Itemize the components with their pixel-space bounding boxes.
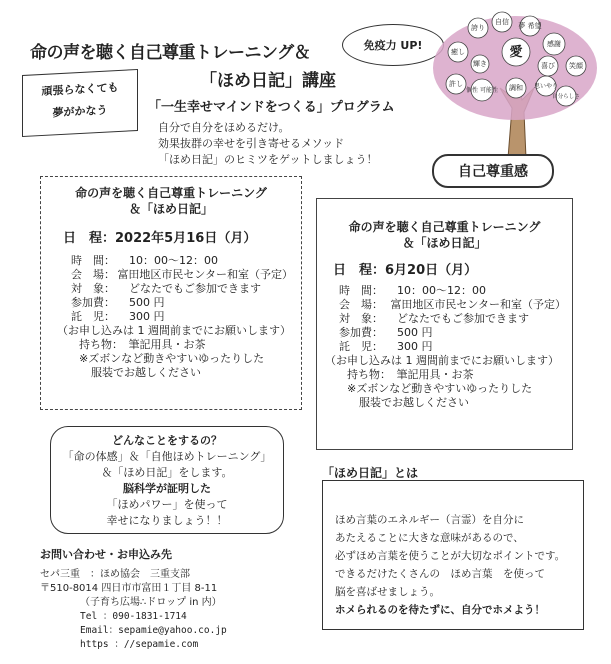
contact-section <box>40 548 227 652</box>
what-line: 脳科学が証明した <box>123 482 211 495</box>
about-line: ホメられるのを待たずに、自分でホメよう！ <box>335 604 545 616</box>
what-question: どんなことをするの？ <box>112 434 222 447</box>
side-scroll-banner <box>22 69 138 137</box>
row-key: 対 象： <box>71 282 115 295</box>
row-key: 託 児： <box>339 340 383 353</box>
tree-word: 許し <box>449 80 463 88</box>
row-value: 富田地区市民センター和室（予定） <box>390 298 566 311</box>
tree-word: 個性 可能性 <box>466 87 498 94</box>
contact-address2: （子育ち広場∴ドロップ in 内） <box>80 597 222 608</box>
row-key: 託 児： <box>71 310 115 323</box>
session1-box <box>40 176 302 410</box>
session1-row <box>71 268 293 282</box>
tree-word: 自信 <box>495 18 509 26</box>
session1-note: （お申し込みは 1 週間前までにお願いします） <box>57 324 291 337</box>
tree-illustration <box>430 8 600 158</box>
session1-title1: 命の声を聴く自己尊重トレーニング <box>75 186 267 200</box>
what-line: 「ほめパワー」を使って <box>106 498 228 511</box>
desc-line: 自分で自分をほめるだけ。 <box>158 121 290 134</box>
desc-line: 効果抜群の幸せを引き寄せるメソッド <box>158 137 345 150</box>
contact-title: お問い合わせ・お申込み先 <box>40 548 172 561</box>
session1-row <box>71 310 293 324</box>
about-title: 「ほめ日記」とは <box>322 466 419 480</box>
what-we-do-box <box>50 426 284 534</box>
side-line1: 頑張らなくても <box>41 80 119 99</box>
contact-address: 〒510-8014 四日市市富田１丁目 8-11 <box>40 583 218 594</box>
session2-note: ※ズボンなど動きやすいゆったりした <box>347 382 533 395</box>
row-value: 300 円 <box>397 340 433 353</box>
tree-word: 笑顔 <box>569 62 583 70</box>
session2-row <box>339 326 566 340</box>
session1-note: 服装でお越しください <box>91 366 201 379</box>
session1-title2: ＆「ほめ日記」 <box>128 202 213 216</box>
about-line: ほめ言葉のエネルギー（言霊）を自分に <box>335 514 524 526</box>
intro-description <box>158 120 378 168</box>
row-value: 富田地区市民センター和室（予定） <box>117 268 293 281</box>
page-title-line2: 「ほめ日記」講座 <box>200 71 336 91</box>
contact-org: セパ三重 ：ほめ協会 三重支部 <box>40 569 190 580</box>
row-key: 対 象： <box>339 312 383 325</box>
session2-note: 服装でお越しください <box>359 396 469 409</box>
row-key: 参加費： <box>339 326 383 339</box>
self-esteem-label: 自己尊重感 <box>432 154 554 188</box>
what-line: ＆「ほめ日記」をします。 <box>101 466 233 479</box>
row-key: 会 場： <box>339 298 383 311</box>
contact-email-link[interactable]: Email：sepamie@yahoo.co.jp <box>80 625 227 636</box>
session1-note: 持ち物： 筆記用具・お茶 <box>79 338 206 351</box>
tree-word: 誇り <box>471 24 485 32</box>
tree-word: 自分らしさ <box>552 94 580 100</box>
row-value: 300 円 <box>129 310 165 323</box>
session2-row <box>339 340 566 354</box>
about-line: できるだけたくさんの ほめ言葉 を使って <box>335 568 545 580</box>
about-line: 必ずほめ言葉を使うことが大切なポイントです。 <box>335 550 566 562</box>
session2-title1: 命の声を聴く自己尊重トレーニング <box>348 220 541 234</box>
immunity-bubble <box>342 24 444 66</box>
desc-line: 「ほめ日記」のヒミツをゲットしましょう！ <box>158 153 378 166</box>
session2-note: 持ち物： 筆記用具・お茶 <box>347 368 474 381</box>
row-key: 会 場： <box>71 268 115 281</box>
tree-word: 輝き <box>473 60 487 68</box>
row-value: 500 円 <box>397 326 433 339</box>
session1-row <box>71 296 293 310</box>
row-value: どなたでもご参加できます <box>129 282 261 295</box>
session2-date: 日 程：6月20日（月） <box>333 263 478 278</box>
row-key: 参加費： <box>71 296 115 309</box>
session2-note: （お申し込みは 1 週間前までにお願いします） <box>325 354 559 367</box>
row-value: どなたでもご参加できます <box>397 312 529 325</box>
session2-row <box>339 312 566 326</box>
side-line2: 夢がかなう <box>52 103 108 120</box>
tree-word: 喜び <box>541 62 555 70</box>
session1-row <box>71 254 293 268</box>
session2-row <box>339 298 566 312</box>
about-scroll <box>322 480 584 630</box>
session2-box <box>316 198 573 450</box>
session1-note: ※ズボンなど動きやすいゆったりした <box>79 352 265 365</box>
tree-word: 感謝 <box>547 40 561 48</box>
session1-date: 日 程：2022年5月16日（月） <box>63 231 257 246</box>
contact-tel[interactable]: Tel ：090-1831-1714 <box>80 611 187 622</box>
row-value: 10：00～12：00 <box>129 254 218 267</box>
row-value: 10：00～12：00 <box>397 284 486 297</box>
page-title-line1: 命の声を聴く自己尊重トレーニング＆ <box>30 43 311 63</box>
tree-word: 調和 <box>509 84 523 92</box>
tree-word: 癒し <box>451 48 465 56</box>
what-line: 幸せになりましょう！！ <box>106 514 228 527</box>
session1-row <box>71 282 293 296</box>
about-line: 脳を喜ばせましょう。 <box>335 586 440 598</box>
bubble-text: 免疫力 UP! <box>363 39 423 52</box>
about-line: あたえることに大きな意味があるので、 <box>335 532 524 544</box>
contact-website-link[interactable]: https ：//sepamie.com <box>80 639 199 650</box>
program-subtitle: 「一生幸せマインドをつくる」プログラム <box>148 100 395 115</box>
tree-word: 愛 <box>509 45 523 60</box>
row-value: 500 円 <box>129 296 165 309</box>
tree-word: 夢 希望 <box>518 22 542 30</box>
tree-word: 思いやり <box>533 83 559 90</box>
session2-row <box>339 284 566 298</box>
what-line: 「命の体感」＆「自他ほめトレーニング」 <box>62 450 272 463</box>
session2-title2: ＆「ほめ日記」 <box>402 236 487 250</box>
row-key: 時 間： <box>71 254 115 267</box>
row-key: 時 間： <box>339 284 383 297</box>
